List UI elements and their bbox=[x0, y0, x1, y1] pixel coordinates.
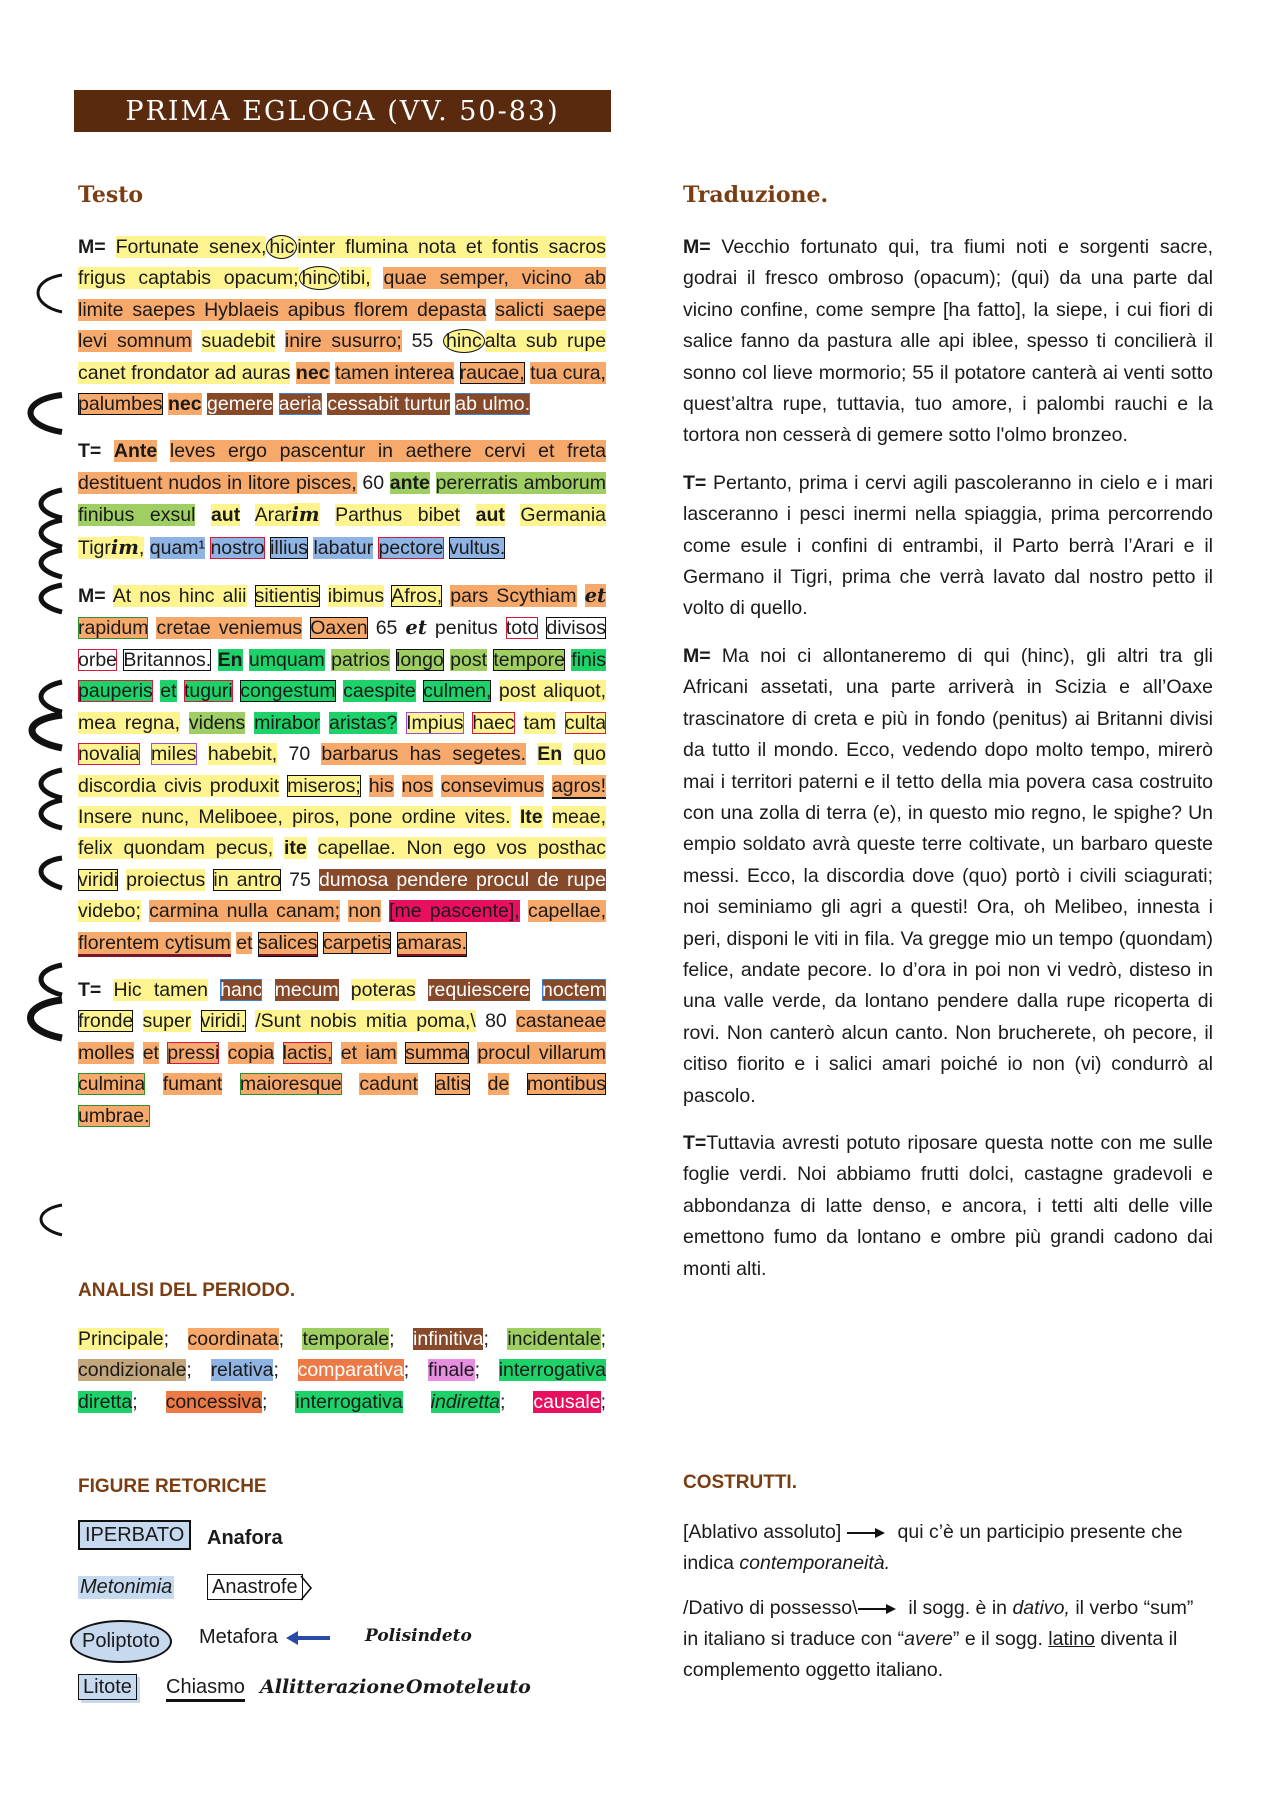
arrow-right-icon bbox=[847, 1527, 887, 1539]
latin-span: labatur bbox=[313, 536, 374, 559]
analisi-heading: ANALISI DEL PERIODO. bbox=[78, 1280, 296, 1301]
figure-allitterazione: Allitterazione bbox=[260, 1676, 405, 1698]
latin-span: et iam bbox=[340, 1041, 397, 1064]
legend-incidentale: incidentale bbox=[507, 1328, 601, 1350]
latin-span: ibimus bbox=[327, 585, 385, 608]
translation-paragraph-4 bbox=[683, 1128, 1213, 1285]
arrow-head-icon bbox=[301, 1574, 313, 1602]
legend-principale: Principale bbox=[78, 1328, 164, 1350]
latin-span: At nos hinc alii bbox=[112, 585, 247, 608]
translation-body: Pertanto, prima i cervi agili pascoleranno in cielo e i mari lasceranno i pesci inermi nella spiaggia, prima percorrendo come esule i confini di entrambi, il Parto berrà l’Arari e il Germano il Tigri, prima che verrà lavato dal nostro petto il volto di quello. bbox=[683, 471, 1213, 620]
speaker-label: T= bbox=[683, 1131, 707, 1154]
translation-body: Tuttavia avresti potuto riposare questa notte con me sulle foglie verdi. Noi abbiamo frutti dolci, castagne gradevoli e abbondanza di latte denso, e ancora, i tetti alti delle ville emettono fumo da lontano e ombre più grandi cadono dai monti alti. bbox=[683, 1131, 1213, 1280]
latin-span: divisos bbox=[546, 617, 606, 640]
latin-span: tibi, bbox=[340, 267, 371, 290]
arrow-left-icon bbox=[284, 1630, 332, 1646]
latin-span: maioresque bbox=[239, 1073, 342, 1096]
legend-condizionale: condizionale bbox=[78, 1359, 187, 1382]
latin-span: montibus bbox=[526, 1073, 606, 1096]
latin-span: noctem bbox=[542, 978, 606, 1001]
latin-span: meae, felix quondam pecus, bbox=[78, 805, 607, 860]
latin-span: im bbox=[110, 535, 139, 559]
latin-span: Hic tamen bbox=[113, 978, 209, 1001]
traduzione-heading: Traduzione. bbox=[683, 182, 829, 208]
curve-arrow-icon bbox=[38, 275, 62, 312]
latin-span: culmen, bbox=[423, 680, 492, 703]
curve-arrow-icon bbox=[41, 585, 62, 612]
latin-span: aut bbox=[475, 504, 505, 527]
dativo-desc: il sogg. è in bbox=[908, 1597, 1008, 1619]
latin-span: procul villarum bbox=[477, 1041, 606, 1064]
latin-span: finis bbox=[571, 648, 606, 671]
latin-span: carmina nulla canam; bbox=[149, 900, 341, 923]
anastrofe-label: Anastrofe bbox=[207, 1574, 303, 1600]
latin-span: ite bbox=[284, 837, 307, 860]
latin-span: gemere bbox=[207, 393, 274, 416]
latin-span: suadebit bbox=[201, 330, 276, 353]
figure-chiasmo: Chiasmo bbox=[166, 1676, 245, 1702]
latin-span: leves ergo pascentur in aethere cervi et freta destituent nudos in litore pisces, bbox=[78, 440, 607, 494]
latin-span: patrios bbox=[331, 648, 390, 671]
latin-span: vultus. bbox=[448, 536, 506, 559]
figure-anafora: Anafora bbox=[207, 1527, 283, 1549]
latin-span: tempore bbox=[493, 648, 565, 671]
latin-span: Afros, bbox=[391, 585, 443, 608]
latin-span: Ite bbox=[519, 805, 543, 828]
legend-interrogativa: interrogativa bbox=[295, 1390, 403, 1413]
curve-arrow-icon bbox=[41, 520, 62, 547]
verse-number: 80 bbox=[485, 1010, 507, 1033]
latin-span: pererratis amborum finibus exsul bbox=[78, 471, 606, 527]
curve-arrow-icon bbox=[31, 1000, 63, 1038]
translation-paragraph-3 bbox=[683, 641, 1213, 1112]
latin-span: florentem cytisum bbox=[78, 932, 231, 957]
latin-span: quo discordia civis produxit bbox=[78, 743, 606, 797]
latin-span: tuguri bbox=[183, 680, 233, 703]
latin-span: nec bbox=[295, 361, 330, 384]
latin-span: salices bbox=[258, 932, 318, 957]
curve-arrow-icon bbox=[41, 800, 62, 828]
speaker-label: T= bbox=[683, 471, 707, 494]
latin-span: penitus bbox=[434, 617, 498, 640]
latin-span: [me pascente], bbox=[389, 900, 520, 923]
latin-span: Germania Tigr bbox=[78, 504, 607, 559]
latin-span: mirabor bbox=[254, 711, 321, 734]
latin-span: ante bbox=[389, 471, 430, 494]
curve-arrow-icon bbox=[41, 550, 62, 577]
latin-span: de bbox=[487, 1073, 510, 1096]
latin-span: in antro bbox=[213, 868, 282, 891]
latin-span: sitientis bbox=[254, 585, 320, 608]
latin-span: Impius bbox=[406, 711, 464, 734]
curve-arrow-icon bbox=[41, 682, 62, 712]
latin-span: inire susurro; bbox=[284, 330, 402, 353]
ablativo-desc: qui c’è un participio presente che indica bbox=[683, 1521, 1183, 1574]
legend-comparativa: comparativa bbox=[297, 1359, 404, 1382]
latin-span: Insere nunc, Meliboee, piros, pone ordine vites. bbox=[78, 805, 511, 828]
curve-arrow-icon bbox=[41, 770, 62, 798]
latin-span: miles bbox=[151, 743, 197, 766]
curve-arrow-icon bbox=[41, 858, 62, 888]
latin-span: Ante bbox=[113, 440, 158, 463]
dativo-desc-italic: avere bbox=[904, 1628, 953, 1650]
poliptoto-label: Poliptoto bbox=[70, 1620, 172, 1663]
latin-span: aeria bbox=[278, 393, 322, 416]
arrow-right-icon bbox=[858, 1603, 898, 1615]
legend-temporale: temporale bbox=[302, 1328, 390, 1350]
latin-span: cessabit turtur bbox=[327, 393, 450, 416]
latin-span: palumbes bbox=[78, 393, 163, 416]
latin-span: mecum bbox=[274, 978, 339, 1001]
figure-poliptoto bbox=[70, 1620, 172, 1663]
latin-span: Arar bbox=[254, 504, 292, 527]
latin-span: habebit, bbox=[207, 743, 278, 766]
dativo-desc-underline: latino bbox=[1048, 1628, 1095, 1650]
translation-paragraph-2 bbox=[683, 468, 1213, 625]
figure-omoteleuto: Omoteleuto bbox=[406, 1676, 531, 1698]
latin-span: miseros; bbox=[287, 774, 361, 797]
speaker-label: M= bbox=[78, 236, 106, 258]
latin-span: culmina bbox=[78, 1073, 146, 1096]
page-title bbox=[74, 90, 611, 132]
dativo-desc-italic: dativo, bbox=[1012, 1597, 1070, 1619]
legend-relativa: relativa bbox=[210, 1359, 274, 1382]
latin-span: post bbox=[450, 648, 487, 671]
latin-stanza-4 bbox=[78, 975, 606, 1132]
latin-span: copia bbox=[227, 1041, 275, 1064]
latin-stanza-3 bbox=[78, 580, 606, 959]
margin-arrows bbox=[0, 0, 78, 1300]
latin-span: illius bbox=[270, 536, 309, 559]
curve-arrow-icon bbox=[31, 395, 63, 432]
latin-span: castaneae molles bbox=[78, 1010, 606, 1064]
latin-span: viridi bbox=[78, 868, 119, 891]
legend-infinitiva: infinitiva bbox=[413, 1328, 484, 1350]
latin-span: videns bbox=[188, 711, 246, 734]
dativo-desc: ” e il sogg. bbox=[952, 1628, 1043, 1650]
latin-span: Britannos. bbox=[123, 648, 212, 671]
legend-indiretta: indiretta bbox=[430, 1390, 501, 1413]
latin-span: tua cura, bbox=[530, 361, 606, 384]
latin-span: tamen interea bbox=[334, 361, 455, 384]
ablativo-desc-italic: contemporaneità. bbox=[739, 1552, 891, 1574]
speaker-label: T= bbox=[78, 440, 102, 463]
translation-text bbox=[683, 232, 1213, 1301]
figure-metonimia: Metonimia bbox=[80, 1576, 173, 1598]
latin-span: congestum bbox=[240, 680, 336, 703]
latin-span: fronde bbox=[78, 1010, 134, 1033]
verse-number: 65 bbox=[375, 617, 398, 640]
latin-span: inter flumina nota et fontis sacros frigus captabis opacum; bbox=[78, 236, 606, 290]
legend-finale: finale bbox=[427, 1359, 475, 1382]
latin-span: cretae veniemus bbox=[156, 617, 303, 640]
latin-span: barbarus has segetes. bbox=[321, 743, 527, 766]
latin-span: quae semper, vicino ab limite saepes Hyblaeis apibus florem depasta bbox=[78, 267, 606, 321]
latin-span: et bbox=[405, 616, 427, 640]
legend-concessiva: concessiva bbox=[165, 1390, 263, 1413]
latin-span: im bbox=[291, 503, 320, 527]
dativo-label: /Dativo di possesso\ bbox=[683, 1597, 858, 1619]
latin-span: nec bbox=[167, 393, 202, 416]
latin-span: rapidum bbox=[78, 617, 149, 640]
page-title-text: PRIMA EGLOGA (VV. 50-83) bbox=[125, 95, 560, 127]
dativo-desc: diventa il complemento oggetto italiano. bbox=[683, 1628, 1178, 1681]
figure-iperbato bbox=[78, 1524, 191, 1547]
latin-span: orbe bbox=[78, 648, 118, 671]
latin-span: pectore bbox=[378, 536, 444, 559]
latin-span: umquam bbox=[248, 648, 325, 671]
ablativo-label: [Ablativo assoluto] bbox=[683, 1521, 842, 1543]
testo-heading: Testo bbox=[78, 182, 144, 208]
latin-span: et bbox=[160, 680, 177, 703]
speaker-label: M= bbox=[683, 644, 711, 667]
curve-arrow-icon bbox=[32, 715, 62, 748]
latin-span: consevimus bbox=[440, 774, 544, 797]
latin-span: hinc bbox=[299, 266, 341, 290]
latin-span: altis bbox=[435, 1073, 471, 1096]
costrutti-heading: COSTRUTTI. bbox=[683, 1472, 797, 1493]
figure-metafora bbox=[199, 1626, 332, 1649]
legend-coordinata: coordinata bbox=[187, 1328, 279, 1350]
latin-span: quam¹ bbox=[149, 536, 206, 559]
latin-span: aut bbox=[210, 504, 241, 527]
translation-body: Vecchio fortunato qui, tra fiumi noti e sorgenti sacre, godrai il fresco ombroso (opacum); (qui) da una parte dal vicino confine, come sempre [ha fatto], la siepe, i cui fiori di salice fanno da pastura alle api iblee, spesso ti concilierà il sonno col lieve mormorio; 55 il potatore canterà ai venti sotto quest’altra rupe, tuttavia, tuo amore, i palombi rauchi e la tortora non cesserà di gemere sotto l'olmo bronzeo. bbox=[683, 236, 1213, 447]
latin-span: En bbox=[217, 648, 243, 671]
latin-span: viridi. bbox=[200, 1010, 247, 1033]
latin-span: agros! bbox=[551, 774, 607, 797]
costrutti-list bbox=[683, 1517, 1213, 1700]
latin-stanza-2 bbox=[78, 436, 606, 564]
analisi-legend: Principale; coordinata; temporale; infinitiva; incidentale; condizionale; relativa; comparativa; finale; interrogativa diretta; concessiva; interrogativa indiretta; causale; bbox=[78, 1328, 607, 1413]
latin-span: ab ulmo. bbox=[455, 393, 531, 416]
latin-span: requiescere bbox=[427, 978, 530, 1001]
figure-heading: FIGURE RETORICHE bbox=[78, 1476, 267, 1497]
latin-span: capellae. Non ego vos posthac bbox=[317, 837, 607, 860]
latin-span: et bbox=[584, 584, 607, 608]
latin-span: Parthus bibet bbox=[335, 504, 461, 527]
latin-span: aristas? bbox=[329, 711, 398, 734]
latin-span: haec bbox=[472, 711, 515, 734]
litote-label: Litote bbox=[78, 1674, 137, 1700]
latin-span: post aliquot, mea regna, bbox=[78, 680, 607, 734]
latin-span: pressi bbox=[167, 1041, 220, 1064]
figure-anastrofe bbox=[207, 1574, 313, 1602]
curve-arrow-icon bbox=[41, 490, 62, 518]
latin-span: cadunt bbox=[359, 1073, 418, 1096]
costrutto-dativo bbox=[683, 1593, 1213, 1686]
latin-span: capellae, bbox=[527, 900, 607, 923]
latin-span: Fortunate senex, bbox=[115, 236, 267, 258]
latin-span: summa bbox=[405, 1041, 470, 1064]
latin-span: alta sub rupe canet frondator ad auras bbox=[78, 330, 607, 384]
latin-span: lactis, bbox=[282, 1041, 333, 1064]
speaker-label: M= bbox=[78, 585, 106, 608]
latin-text bbox=[78, 232, 606, 1148]
legend-causale: causale bbox=[533, 1390, 601, 1413]
latin-span: , bbox=[138, 536, 145, 559]
verse-number: 55 bbox=[411, 330, 434, 353]
latin-span: amaras. bbox=[397, 932, 467, 957]
latin-span: proiectus bbox=[126, 868, 206, 891]
latin-span: super bbox=[142, 1010, 192, 1033]
latin-span: his bbox=[368, 774, 394, 797]
latin-span: Oaxen bbox=[310, 617, 368, 640]
latin-span: salicti saepe levi somnum bbox=[78, 298, 606, 353]
latin-span: tam bbox=[523, 711, 557, 734]
verse-number: 75 bbox=[289, 868, 311, 891]
latin-span: longo bbox=[396, 648, 444, 671]
curve-arrow-icon bbox=[41, 1205, 62, 1235]
latin-span: dumosa pendere procul de rupe bbox=[318, 868, 606, 891]
latin-span: culta novalia bbox=[78, 711, 607, 766]
latin-span: et bbox=[236, 931, 253, 954]
latin-stanza-1 bbox=[78, 232, 606, 420]
latin-span: hanc bbox=[220, 978, 263, 1001]
speaker-label: T= bbox=[78, 978, 102, 1001]
latin-span: hinc bbox=[443, 329, 485, 353]
latin-span: videbo; bbox=[78, 900, 141, 923]
translation-paragraph-1 bbox=[683, 232, 1213, 452]
verse-number: 60 bbox=[362, 471, 385, 494]
translation-body: Ma noi ci allontaneremo di qui (hinc), gli altri tra gli Africani assetati, una parte arriverà in Scizia e all’Oaxe trascinatore di creta e più in fondo (penitus) ai Britanni divisi da tutto il mondo. Ecco, vedendo dopo molto tempo, mirerò mai i territori paterni e il tetto della mia povera casa costruito con una zolla di terra (e), in questo mio regno, le spighe? Un empio soldato avrà queste terre coltivate, un barbaro queste messi. Ecco, la discordia dove (quo) portò i civili sciagurati; noi seminiamo gli agri a questi! Ora, oh Melibeo, innesta i peri, disponi le viti in fila. Va gregge mio un tempo (quondam) felice, andate pecore. Io d’ora in poi non vi vedrò, disteso in una valle verde, da lontano pendere dalla rupe ricoperta di rovi. Non canterò alcun canto. Non brucherete, oh pecore, il citiso fiorito e i salici amari poiché io non (vi) condurrò al pascolo. bbox=[683, 644, 1213, 1107]
metafora-label: Metafora bbox=[199, 1626, 278, 1648]
verse-number: 70 bbox=[288, 743, 311, 766]
latin-span: umbrae. bbox=[78, 1104, 150, 1127]
figure-litote bbox=[78, 1676, 137, 1699]
latin-span: non bbox=[348, 900, 381, 923]
latin-span: En bbox=[537, 743, 563, 766]
iperbato-label: IPERBATO bbox=[78, 1520, 191, 1550]
latin-span: raucae, bbox=[459, 361, 525, 384]
latin-span: carpetis bbox=[322, 931, 392, 954]
latin-span: nos bbox=[401, 774, 433, 797]
latin-span: pars Scythiam bbox=[450, 585, 577, 608]
latin-span: poteras bbox=[350, 978, 416, 1001]
speaker-label: M= bbox=[683, 236, 711, 258]
latin-span: toto bbox=[505, 617, 539, 640]
latin-span: et bbox=[142, 1041, 159, 1064]
latin-span: nostro bbox=[210, 536, 265, 559]
latin-span: caespite bbox=[343, 680, 416, 703]
figure-polisindeto: Polisindeto bbox=[365, 1626, 472, 1646]
latin-span: pauperis bbox=[78, 680, 153, 703]
latin-span: hic bbox=[266, 235, 297, 259]
dativo-desc: il verbo “sum” in italiano si traduce con “ bbox=[683, 1597, 1194, 1650]
latin-span: fumant bbox=[162, 1073, 223, 1096]
latin-span: /Sunt nobis mitia poma,\ bbox=[255, 1010, 476, 1033]
legend-interrogativa-diretta: interrogativa diretta bbox=[78, 1359, 607, 1413]
costrutto-ablativo bbox=[683, 1517, 1213, 1579]
curve-arrow-icon bbox=[41, 965, 62, 995]
